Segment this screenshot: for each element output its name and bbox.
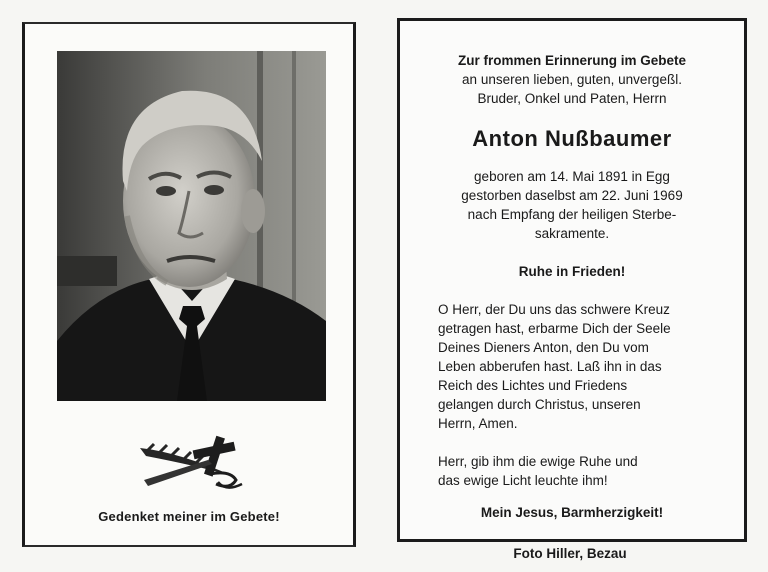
prayer-line: Leben abberufen hast. Laß ihn in das: [438, 359, 662, 374]
cross-emblem-icon: [138, 434, 248, 494]
right-card: [397, 18, 747, 542]
left-caption: Gedenket meiner im Gebete!: [98, 509, 280, 524]
prayer-line: O Herr, der Du uns das schwere Kreuz: [438, 302, 670, 317]
portrait-illustration: [57, 51, 326, 401]
prayer-line: Deines Dieners Anton, den Du vom: [438, 340, 649, 355]
dates-line: sakramente.: [534, 226, 610, 241]
dates-line: nach Empfang der heiligen Sterbe-: [467, 207, 677, 222]
prayer-line: das ewige Licht leuchte ihm!: [438, 473, 608, 488]
intro-line: an unseren lieben, guten, unvergeßl.: [462, 72, 682, 87]
life-dates: [400, 167, 744, 243]
prayer-text: [438, 300, 728, 490]
intro-text: [400, 51, 744, 108]
portrait-photo: [57, 51, 326, 401]
intro-line: Zur frommen Erinnerung im Gebete: [457, 53, 687, 68]
left-card: [22, 22, 356, 547]
intro-line: Bruder, Onkel und Paten, Herrn: [477, 91, 667, 106]
prayer-line: gelangen durch Christus, unseren: [438, 397, 641, 412]
prayer-line: getragen hast, erbarme Dich der Seele: [438, 321, 671, 336]
prayer-line: Herr, gib ihm die ewige Ruhe und: [438, 454, 638, 469]
prayer-line: Reich des Lichtes und Friedens: [438, 378, 628, 393]
prayer-line: Herrn, Amen.: [438, 416, 518, 431]
deceased-name: Anton Nußbaumer: [472, 126, 672, 151]
photo-credit: Foto Hiller, Bezau: [513, 546, 627, 561]
dates-line: geboren am 14. Mai 1891 in Egg: [474, 169, 670, 184]
rest-in-peace: Ruhe in Frieden!: [518, 264, 626, 279]
closing-text: Mein Jesus, Barmherzigkeit!: [480, 505, 664, 520]
dates-line: gestorben daselbst am 22. Juni 1969: [461, 188, 683, 203]
